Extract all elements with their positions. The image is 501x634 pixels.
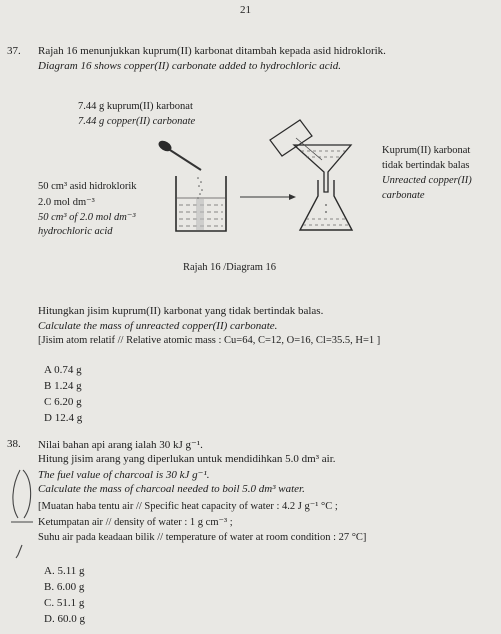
- question-37-number: 37.: [7, 45, 21, 57]
- pouring-beaker-icon: [270, 120, 322, 160]
- q38-option-b[interactable]: B. 6.00 g: [44, 581, 85, 593]
- diagram-caption: Rajah 16 /Diagram 16: [183, 262, 277, 273]
- q37-option-c[interactable]: C 6.20 g: [44, 396, 82, 408]
- filter-funnel-icon: [294, 145, 351, 192]
- q38-task-english: Calculate the mass of charcoal needed to boil 5.0 dm³ water.: [38, 483, 305, 495]
- conical-flask-icon: [300, 180, 352, 230]
- q37-option-a[interactable]: A 0.74 g: [44, 364, 82, 376]
- q38-specific-heat-data: [Muatan haba tentu air // Specific heat capacity of water : 4.2 J g⁻¹ °C ;: [38, 501, 338, 512]
- q38-fuel-value-malay: Nilai bahan api arang ialah 30 kJ g⁻¹.: [38, 439, 203, 451]
- beaker-icon: [176, 176, 226, 231]
- diagram-acid-label-english-1: 50 cm³ of 2.0 mol dm⁻³: [38, 212, 136, 223]
- spatula-icon: [157, 139, 201, 170]
- q37-option-d[interactable]: D 12.4 g: [44, 412, 83, 424]
- diagram-acid-label-malay-1: 50 cm³ asid hidroklorik: [38, 181, 137, 192]
- q38-fuel-value-english: The fuel value of charcoal is 30 kJ g⁻¹.: [38, 469, 210, 481]
- q38-option-c[interactable]: C. 51.1 g: [44, 597, 85, 609]
- q37-stem-malay: Rajah 16 menunjukkan kuprum(II) karbonat ditambah kepada asid hidroklorik.: [38, 45, 386, 57]
- diagram-carbonate-label-malay: 7.44 g kuprum(II) karbonat: [78, 101, 193, 112]
- q38-option-a[interactable]: A. 5.11 g: [44, 565, 85, 577]
- q37-task-english: Calculate the mass of unreacted copper(II) carbonate.: [38, 320, 278, 332]
- arrow-icon: [240, 194, 296, 200]
- q37-stem-english: Diagram 16 shows copper(II) carbonate added to hydrochloric acid.: [38, 60, 341, 72]
- diagram-unreacted-label-english-2: carbonate: [382, 190, 425, 201]
- q38-task-malay: Hitung jisim arang yang diperlukan untuk mendidihkan 5.0 dm³ air.: [38, 453, 336, 465]
- q38-density-data: Ketumpatan air // density of water : 1 g cm⁻³ ;: [38, 517, 233, 528]
- q38-room-temperature-data: Suhu air pada keadaan bilik // temperature of water at room condition : 27 °C]: [38, 532, 367, 543]
- q38-option-d[interactable]: D. 60.0 g: [44, 613, 85, 625]
- diagram-unreacted-label-english-1: Unreacted copper(II): [382, 175, 472, 186]
- diagram-unreacted-label-malay-1: Kuprum(II) karbonat: [382, 145, 471, 156]
- q37-task-malay: Hitungkan jisim kuprum(II) karbonat yang tidak bertindak balas.: [38, 305, 324, 317]
- diagram-carbonate-label-english: 7.44 g copper(II) carbonate: [78, 116, 196, 127]
- diagram-acid-label-english-2: hydrochloric acid: [38, 226, 113, 237]
- q37-option-b[interactable]: B 1.24 g: [44, 380, 82, 392]
- q37-atomic-mass-data: [Jisim atom relatif // Relative atomic mass : Cu=64, C=12, O=16, Cl=35.5, H=1 ]: [38, 335, 381, 346]
- diagram-unreacted-label-malay-2: tidak bertindak balas: [382, 160, 470, 171]
- question-38-number: 38.: [7, 438, 21, 450]
- diagram-acid-label-malay-2: 2.0 mol dm⁻³: [38, 197, 95, 208]
- page-number: 21: [240, 4, 251, 16]
